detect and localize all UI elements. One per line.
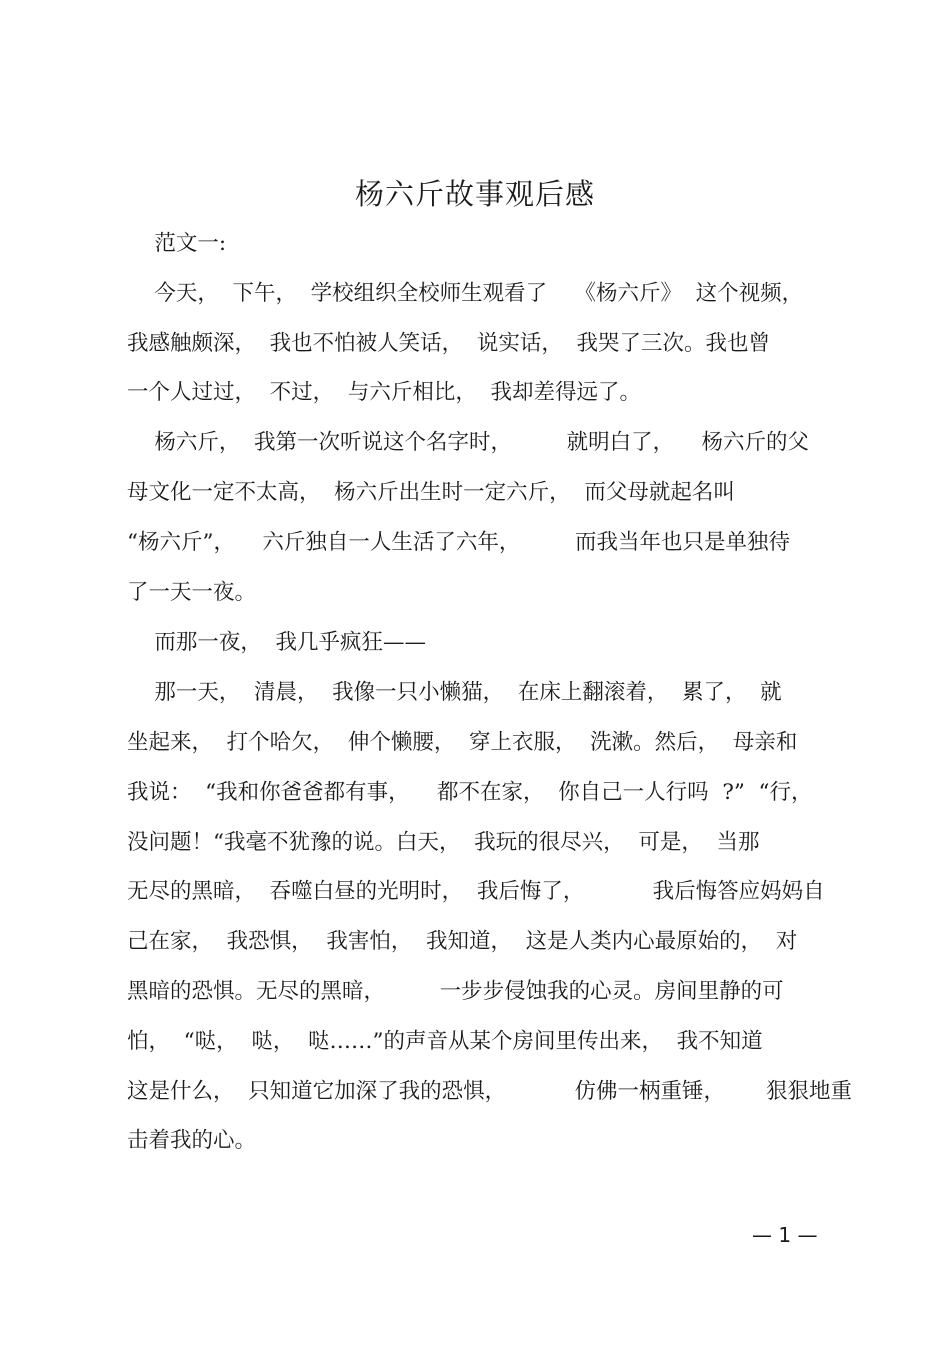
text-line: 今天， 下午， 学校组织全校师生观看了 《杨六斤》 这个视频， [127,281,804,306]
text-line: 己在家， 我恐惧， 我害怕， 我知道， 这是人类内心最原始的， 对 [127,929,798,954]
page-number: — 1 — [752,1223,818,1247]
text-line: 没问题！“我毫不犹豫的说。白天， 我玩的很尽兴， 可是， 当那 [127,830,760,855]
text-line: 我感触颇深， 我也不怕被人笑话， 说实话， 我哭了三次。我也曾 [127,331,771,356]
text-line: 我说： “我和你爸爸都有事， 都不在家， 你自己一人行吗 ?” “行， [127,780,813,805]
text-line: 无尽的黑暗， 吞噬白昼的光明时， 我后悔了， 我后悔答应妈妈自 [127,879,825,904]
text-line: 坐起来， 打个哈欠， 伸个懒腰， 穿上衣服， 洗漱。然后， 母亲和 [127,730,798,755]
text-line: 那一天， 清晨， 我像一只小懒猫， 在床上翻滚着， 累了， 就 [127,680,782,705]
text-line: 范文一: [127,231,227,256]
text-line: 这是什么， 只知道它加深了我的恐惧， 仿佛一柄重锤， 狠狠地重 [127,1079,853,1104]
text-line: 怕， “哒， 哒， 哒……”的声音从某个房间里传出来， 我不知道 [127,1029,763,1054]
text-line: 杨六斤， 我第一次听说这个名字时， 就明白了， 杨六斤的父 [127,430,810,455]
text-line: 一个人过过， 不过， 与六斤相比， 我却差得远了。 [127,380,642,405]
text-line: 了一天一夜。 [127,580,257,605]
text-line: “杨六斤”， 六斤独自一人生活了六年， 而我当年也只是单独待 [127,530,790,555]
text-line: 母文化一定不太高， 杨六斤出生时一定六斤， 而父母就起名叫 [127,480,735,505]
text-line: 而那一夜， 我几乎疯狂—— [127,630,427,655]
text-line: 黑暗的恐惧。无尽的黑暗， 一步步侵蚀我的心灵。房间里静的可 [127,979,784,1004]
text-line: 击着我的心。 [127,1128,257,1153]
document-title: 杨六斤故事观后感 [354,177,595,211]
